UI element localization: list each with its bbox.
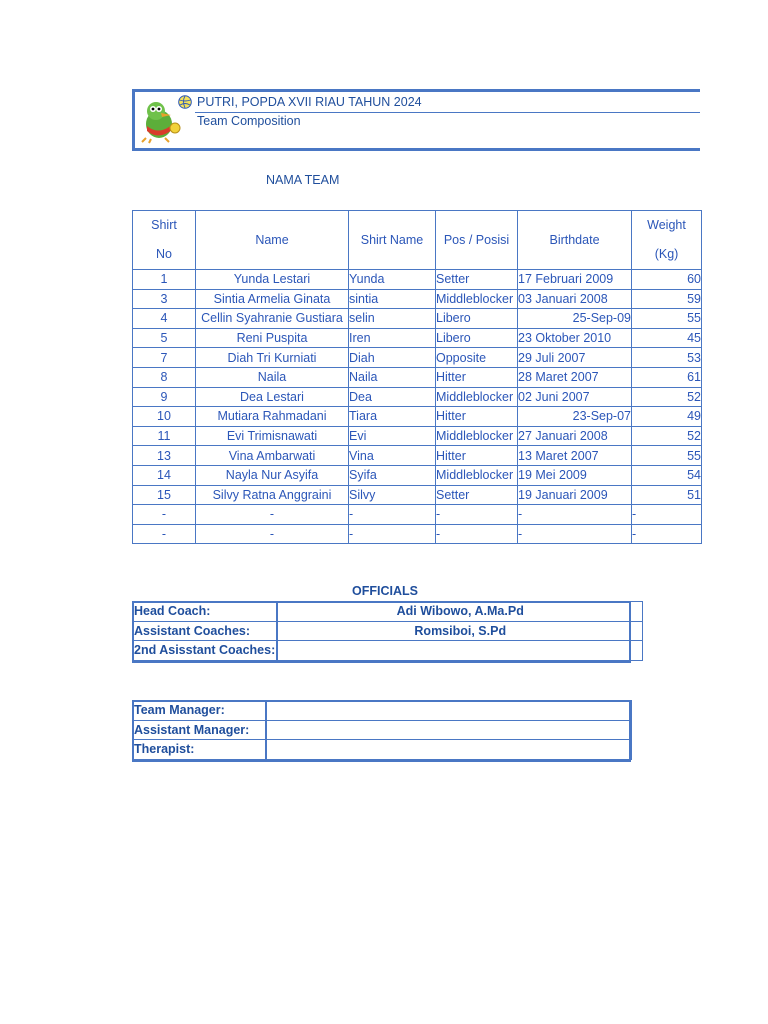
- team-name-label: NAMA TEAM: [266, 173, 340, 187]
- official-row: [133, 602, 643, 622]
- cell-name: Reni Puspita: [196, 328, 349, 348]
- cell-shirt-no: -: [133, 524, 196, 544]
- cell-name: Diah Tri Kurniati: [196, 348, 349, 368]
- cell-weight: -: [632, 505, 702, 525]
- cell-shirt-name: Evi: [349, 426, 436, 446]
- cell-weight: -: [632, 524, 702, 544]
- cell-shirt-no: 11: [133, 426, 196, 446]
- col-header-birthdate: Birthdate: [518, 211, 632, 270]
- management-value: [266, 720, 632, 740]
- cell-birthdate: 23 Oktober 2010: [518, 328, 632, 348]
- table-row: [133, 465, 702, 485]
- cell-position: Setter: [436, 270, 518, 290]
- table-row: [133, 328, 702, 348]
- cell-birthdate: 29 Juli 2007: [518, 348, 632, 368]
- cell-weight: 52: [632, 387, 702, 407]
- cell-name: -: [196, 524, 349, 544]
- table-row: [133, 407, 702, 427]
- cell-name: Yunda Lestari: [196, 270, 349, 290]
- cell-weight: 51: [632, 485, 702, 505]
- col-header-shirt-no: [133, 211, 196, 270]
- cell-birthdate: 19 Mei 2009: [518, 465, 632, 485]
- header-title: PUTRI, POPDA XVII RIAU TAHUN 2024: [197, 95, 422, 109]
- cell-name: Naila: [196, 367, 349, 387]
- cell-name: Nayla Nur Asyifa: [196, 465, 349, 485]
- cell-birthdate: 27 Januari 2008: [518, 426, 632, 446]
- cell-position: Setter: [436, 485, 518, 505]
- cell-birthdate: -: [518, 505, 632, 525]
- cell-name: Dea Lestari: [196, 387, 349, 407]
- cell-shirt-no: 1: [133, 270, 196, 290]
- management-label: Therapist:: [133, 740, 267, 760]
- table-row: [133, 309, 702, 329]
- official-value: [277, 641, 643, 661]
- cell-weight: 61: [632, 367, 702, 387]
- management-row: [133, 740, 632, 760]
- cell-position: -: [436, 505, 518, 525]
- cell-weight: 49: [632, 407, 702, 427]
- management-label: Team Manager:: [133, 701, 267, 721]
- cell-name: Cellin Syahranie Gustiara: [196, 309, 349, 329]
- cell-shirt-name: Naila: [349, 367, 436, 387]
- cell-shirt-name: selin: [349, 309, 436, 329]
- table-row: [133, 348, 702, 368]
- management-row: [133, 720, 632, 740]
- table-row: [133, 289, 702, 309]
- cell-name: Mutiara Rahmadani: [196, 407, 349, 427]
- table-row: [133, 524, 702, 544]
- official-row: [133, 641, 643, 661]
- cell-position: -: [436, 524, 518, 544]
- cell-shirt-no: -: [133, 505, 196, 525]
- cell-birthdate: 25-Sep-09: [518, 309, 632, 329]
- cell-shirt-no: 9: [133, 387, 196, 407]
- cell-shirt-no: 7: [133, 348, 196, 368]
- cell-shirt-name: Syifa: [349, 465, 436, 485]
- cell-shirt-no: 14: [133, 465, 196, 485]
- cell-shirt-no: 10: [133, 407, 196, 427]
- management-body: [133, 701, 632, 760]
- cell-birthdate: 28 Maret 2007: [518, 367, 632, 387]
- cell-shirt-no: 4: [133, 309, 196, 329]
- cell-weight: 54: [632, 465, 702, 485]
- cell-shirt-no: 5: [133, 328, 196, 348]
- management-row: [133, 701, 632, 721]
- col-header-weight: [632, 211, 702, 270]
- officials-title: OFFICIALS: [352, 584, 418, 598]
- cell-position: Hitter: [436, 367, 518, 387]
- cell-birthdate: 13 Maret 2007: [518, 446, 632, 466]
- official-label: Head Coach:: [133, 602, 278, 622]
- cell-shirt-name: Vina: [349, 446, 436, 466]
- official-label: Assistant Coaches:: [133, 621, 278, 641]
- table-row: [133, 505, 702, 525]
- cell-shirt-name: Diah: [349, 348, 436, 368]
- cell-weight: 60: [632, 270, 702, 290]
- cell-shirt-name: sintia: [349, 289, 436, 309]
- cell-weight: 55: [632, 446, 702, 466]
- cell-shirt-name: Tiara: [349, 407, 436, 427]
- cell-name: Sintia Armelia Ginata: [196, 289, 349, 309]
- document-header: [132, 89, 700, 151]
- col-header-name: Name: [196, 211, 349, 270]
- management-label: Assistant Manager:: [133, 720, 267, 740]
- cell-position: Hitter: [436, 446, 518, 466]
- cell-name: Evi Trimisnawati: [196, 426, 349, 446]
- cell-shirt-no: 13: [133, 446, 196, 466]
- cell-shirt-name: Iren: [349, 328, 436, 348]
- cell-weight: 59: [632, 289, 702, 309]
- cell-shirt-no: 8: [133, 367, 196, 387]
- official-label: 2nd Asisstant Coaches:: [133, 641, 278, 661]
- cell-shirt-name: Dea: [349, 387, 436, 407]
- cell-position: Middleblocker: [436, 289, 518, 309]
- cell-shirt-name: Yunda: [349, 270, 436, 290]
- table-row: [133, 270, 702, 290]
- cell-weight: 45: [632, 328, 702, 348]
- cell-birthdate: 23-Sep-07: [518, 407, 632, 427]
- cell-shirt-name: -: [349, 505, 436, 525]
- official-row: [133, 621, 643, 641]
- official-value: Adi Wibowo, A.Ma.Pd: [277, 602, 643, 622]
- col-header-weight-line2: (Kg): [654, 247, 679, 261]
- cell-position: Libero: [436, 328, 518, 348]
- roster-table: [132, 210, 702, 544]
- table-row: [133, 446, 702, 466]
- roster-header-row: [133, 211, 702, 270]
- cell-name: Vina Ambarwati: [196, 446, 349, 466]
- cell-position: Middleblocker: [436, 387, 518, 407]
- cell-shirt-name: Silvy: [349, 485, 436, 505]
- cell-shirt-name: -: [349, 524, 436, 544]
- cell-weight: 53: [632, 348, 702, 368]
- cell-birthdate: 03 Januari 2008: [518, 289, 632, 309]
- official-value: Romsiboi, S.Pd: [277, 621, 643, 641]
- officials-body: [133, 602, 643, 661]
- col-header-shirt-no-line2: No: [156, 247, 172, 261]
- management-table: [132, 700, 632, 760]
- cell-position: Middleblocker: [436, 426, 518, 446]
- roster-body: [133, 270, 702, 544]
- cell-birthdate: 19 Januari 2009: [518, 485, 632, 505]
- cell-weight: 55: [632, 309, 702, 329]
- cell-position: Opposite: [436, 348, 518, 368]
- officials-table: [132, 601, 643, 661]
- cell-name: Silvy Ratna Anggraini: [196, 485, 349, 505]
- table-row: [133, 485, 702, 505]
- cell-weight: 52: [632, 426, 702, 446]
- cell-birthdate: -: [518, 524, 632, 544]
- cell-name: -: [196, 505, 349, 525]
- table-row: [133, 426, 702, 446]
- cell-position: Hitter: [436, 407, 518, 427]
- cell-shirt-no: 15: [133, 485, 196, 505]
- management-value: [266, 740, 632, 760]
- cell-position: Middleblocker: [436, 465, 518, 485]
- management-value: [266, 701, 632, 721]
- cell-birthdate: 17 Februari 2009: [518, 270, 632, 290]
- header-divider: [195, 112, 700, 113]
- col-header-weight-line1: Weight: [647, 218, 686, 232]
- col-header-shirt-no-line1: Shirt: [151, 218, 177, 232]
- cell-position: Libero: [436, 309, 518, 329]
- header-subtitle: Team Composition: [197, 114, 301, 128]
- col-header-position: Pos / Posisi: [436, 211, 518, 270]
- cell-birthdate: 02 Juni 2007: [518, 387, 632, 407]
- volleyball-icon: [178, 95, 192, 109]
- table-row: [133, 387, 702, 407]
- cell-shirt-no: 3: [133, 289, 196, 309]
- table-row: [133, 367, 702, 387]
- col-header-shirt-name: Shirt Name: [349, 211, 436, 270]
